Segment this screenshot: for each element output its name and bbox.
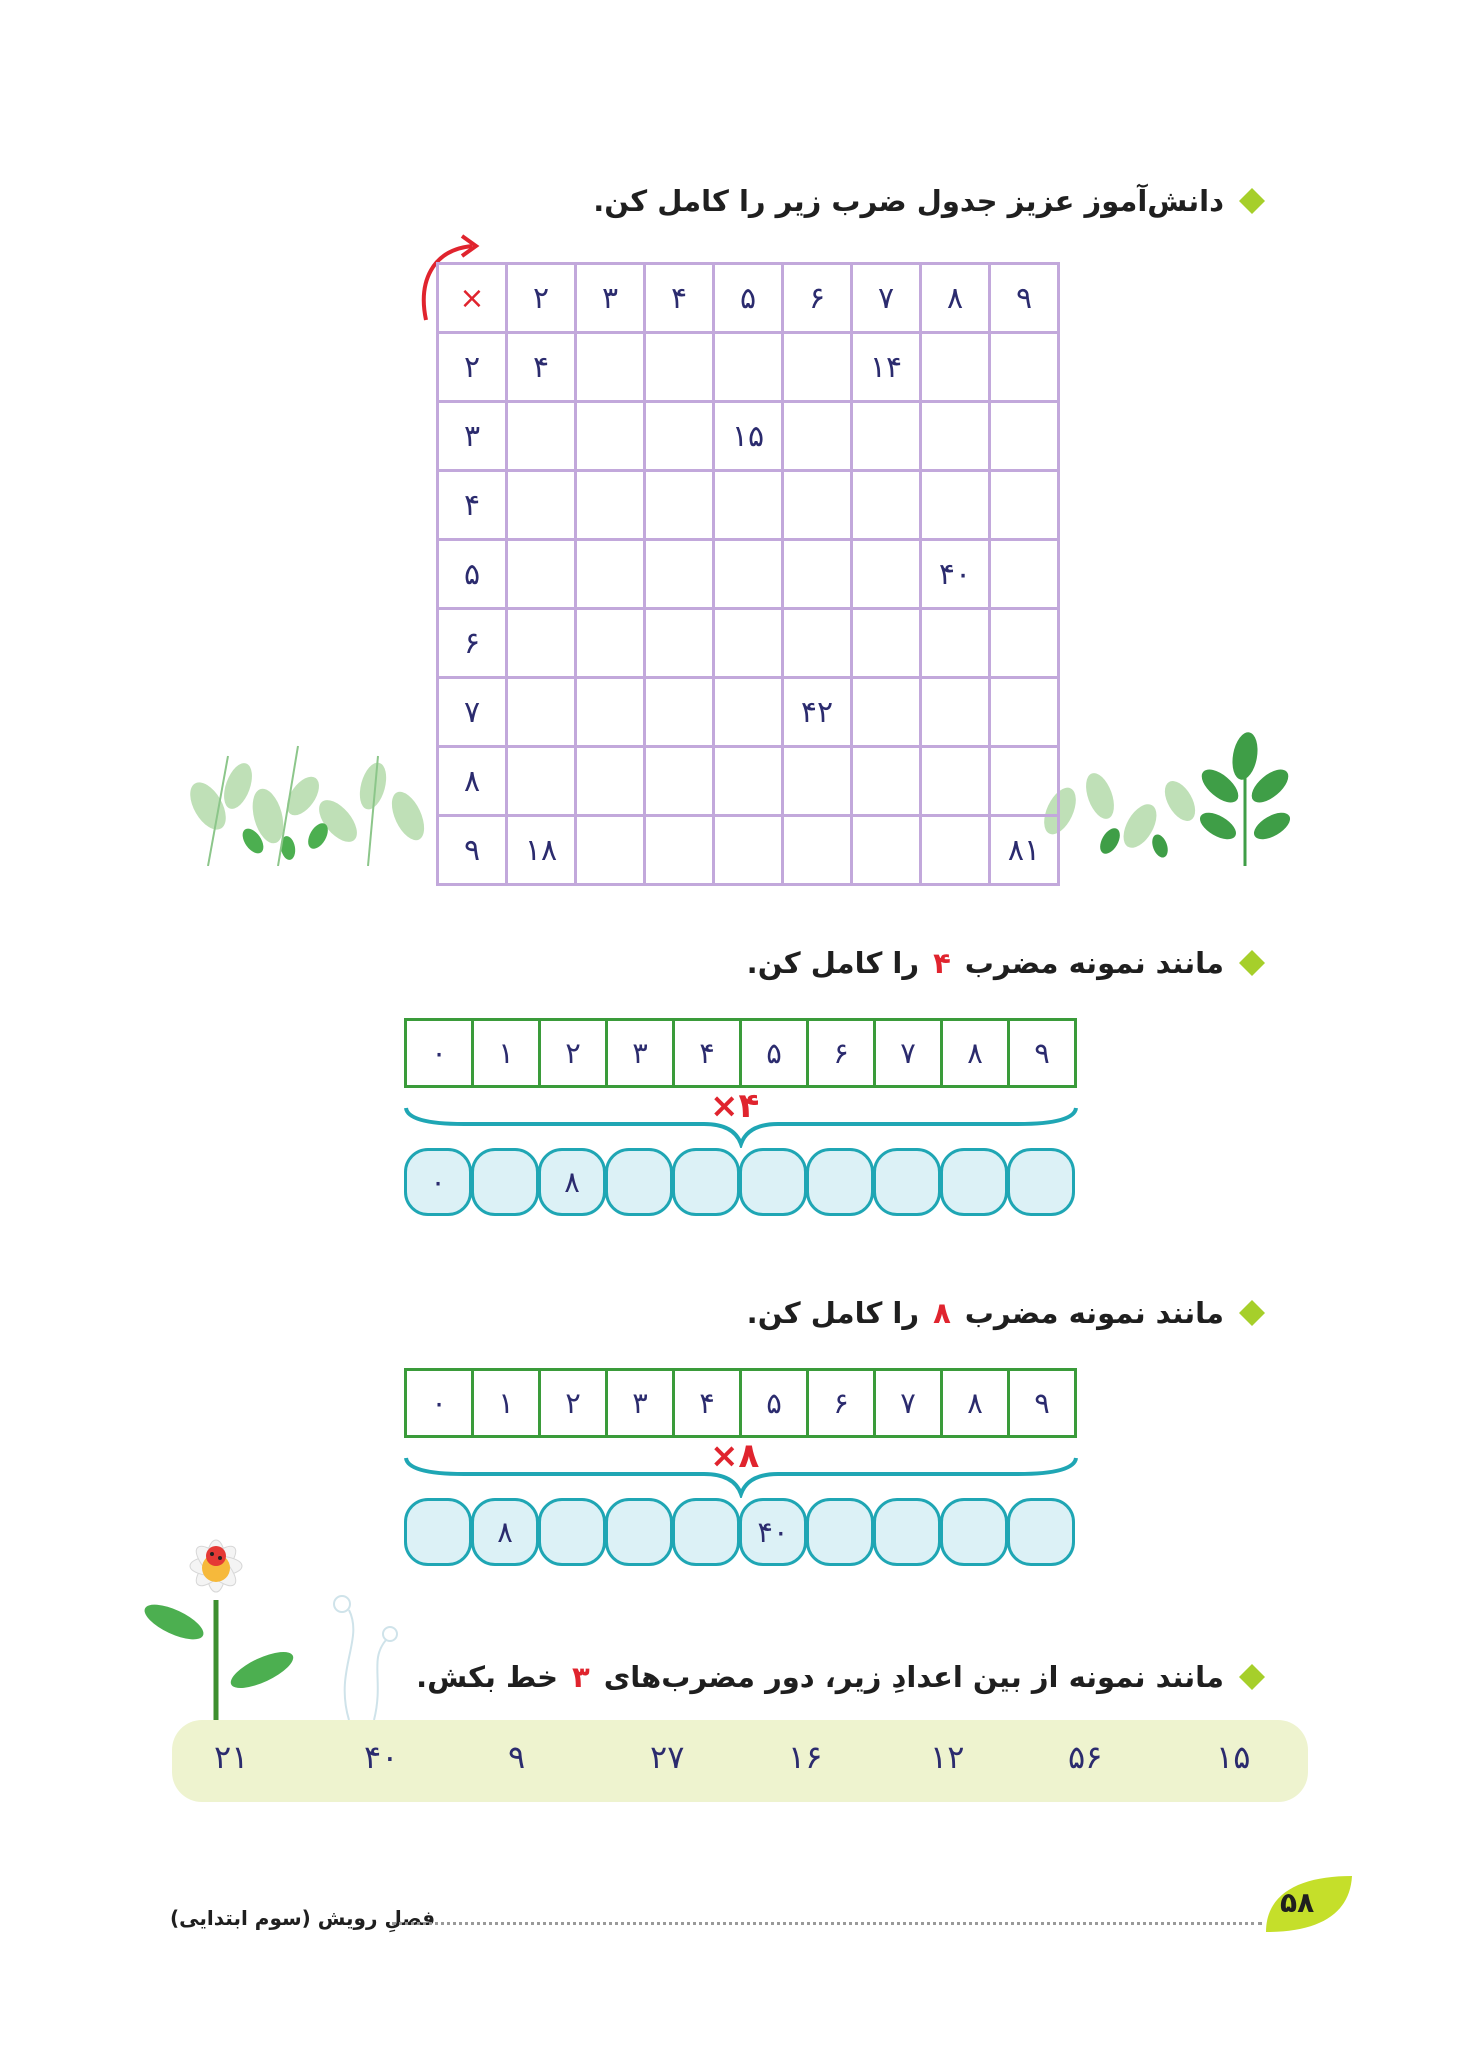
table-cell[interactable] [507,747,576,816]
diamond-bullet-icon [1238,1663,1266,1691]
input-strip [404,1368,1077,1438]
table-cell[interactable] [990,609,1059,678]
table-cell[interactable]: ۸۱ [990,816,1059,885]
input-cell: ۴ [672,1021,739,1085]
exercise2-instruction: مانند نمونه مضرب ۴ را کامل کن. [747,946,1266,980]
table-cell[interactable] [852,747,921,816]
table-cell[interactable] [714,609,783,678]
table-cell[interactable] [645,609,714,678]
row-label: ۵ [438,540,507,609]
input-cell: ۳ [605,1371,672,1435]
table-cell[interactable]: ۱۵ [714,402,783,471]
number-bar [172,1720,1308,1802]
table-cell[interactable] [990,471,1059,540]
table-cell[interactable] [852,471,921,540]
input-cell: ۱ [471,1371,538,1435]
answer-oval[interactable] [940,1498,1008,1566]
header-cell: ۹ [990,264,1059,333]
number-item[interactable]: ۲۷ [650,1738,685,1776]
table-cell[interactable] [576,471,645,540]
table-cell[interactable] [645,816,714,885]
answer-oval[interactable] [605,1498,673,1566]
table-cell[interactable] [783,816,852,885]
table-cell[interactable] [852,609,921,678]
table-cell[interactable] [576,816,645,885]
table-cell[interactable] [714,747,783,816]
input-cell: ۴ [672,1371,739,1435]
input-cell: ۰ [431,1036,447,1070]
table-cell[interactable] [990,747,1059,816]
number-item[interactable]: ۲۱ [214,1738,249,1776]
number-item[interactable]: ۵۶ [1068,1738,1103,1776]
table-cell[interactable] [576,678,645,747]
input-cell: ۳ [605,1021,672,1085]
number-item[interactable]: ۹ [508,1738,526,1776]
exercise1-instruction: دانش‌آموز عزیز جدول ضرب زیر را کامل کن. [593,184,1266,218]
table-cell[interactable]: ۴۰ [921,540,990,609]
highlight-number: ۳ [571,1660,590,1694]
input-cell: ۸ [940,1021,1007,1085]
table-cell[interactable] [921,333,990,402]
answer-oval[interactable] [1007,1498,1075,1566]
input-cell: ۹ [1007,1021,1074,1085]
table-cell[interactable] [921,402,990,471]
answer-oval[interactable] [806,1498,874,1566]
row-label: ۴ [438,471,507,540]
answer-oval[interactable] [672,1148,740,1216]
input-cell: ۹ [1007,1371,1074,1435]
table-cell[interactable] [645,540,714,609]
table-cell[interactable] [714,540,783,609]
row-label: ۹ [438,816,507,885]
header-cell: ۶ [783,264,852,333]
answer-ovals [404,1498,1074,1566]
table-cell[interactable] [645,747,714,816]
table-cell[interactable] [507,678,576,747]
table-cell[interactable] [507,402,576,471]
input-cell: ۸ [940,1371,1007,1435]
input-cell: ۵ [739,1021,806,1085]
table-cell[interactable] [576,402,645,471]
answer-oval[interactable] [471,1148,539,1216]
table-cell[interactable] [507,471,576,540]
table-row [438,402,1059,471]
table-cell[interactable] [852,816,921,885]
input-cell: ۵ [739,1371,806,1435]
table-row [438,540,1059,609]
input-cell: ۲ [538,1371,605,1435]
row-label: ۲ [438,333,507,402]
operator-cell: × [438,264,507,333]
input-cell: ۷ [873,1021,940,1085]
answer-oval[interactable] [873,1148,941,1216]
table-cell[interactable] [990,678,1059,747]
table-cell[interactable] [576,609,645,678]
table-cell[interactable] [507,609,576,678]
chapter-title: فصلِ رویش (سوم ابتدایی) [170,1906,436,1930]
header-cell: ۷ [852,264,921,333]
input-cell: ۱ [471,1021,538,1085]
table-row [438,333,1059,402]
row-label: ۸ [438,747,507,816]
table-cell[interactable] [783,402,852,471]
exercise3-instruction: مانند نمونه مضرب ۸ را کامل کن. [747,1296,1266,1330]
table-cell[interactable] [990,540,1059,609]
answer-oval[interactable] [404,1498,472,1566]
header-cell: ۲ [507,264,576,333]
highlight-number: ۸ [933,1296,951,1330]
input-cell: ۷ [873,1371,940,1435]
table-header-row [438,264,1059,333]
leaves-right-decoration [1040,716,1310,866]
table-cell[interactable] [852,402,921,471]
answer-oval[interactable]: ۸ [538,1148,606,1216]
input-cell: ۶ [806,1021,873,1085]
table-cell[interactable] [576,333,645,402]
table-cell[interactable] [714,678,783,747]
table-cell[interactable] [645,678,714,747]
number-item[interactable]: ۴۰ [364,1738,399,1776]
flower-ladybug-illustration [134,1520,404,1720]
footer-dotted-line [392,1922,1262,1925]
page-number: ۵۸ [1280,1886,1315,1919]
leaves-left-decoration [168,716,438,866]
multiplier-label: ×۸ [710,1436,760,1476]
table-row [438,471,1059,540]
answer-oval[interactable] [940,1148,1008,1216]
input-cell: ۲ [538,1021,605,1085]
table-cell[interactable]: ۱۸ [507,816,576,885]
answer-oval[interactable]: ۸ [471,1498,539,1566]
answer-oval[interactable]: ۴۰ [739,1498,807,1566]
answer-ovals [404,1148,1074,1216]
highlight-number: ۴ [933,946,951,980]
table-cell[interactable] [990,402,1059,471]
multiplier-label: ×۴ [710,1086,760,1126]
header-cell: ۸ [921,264,990,333]
table-cell[interactable] [645,402,714,471]
table-cell[interactable]: ۴۲ [783,678,852,747]
number-item[interactable]: ۱۵ [1216,1738,1251,1776]
input-strip [404,1018,1077,1088]
table-cell[interactable] [990,333,1059,402]
multiplication-table [436,262,1060,886]
answer-oval[interactable] [672,1498,740,1566]
table-cell[interactable] [507,540,576,609]
answer-oval[interactable]: ۰ [404,1148,472,1216]
header-cell: ۴ [645,264,714,333]
input-cell: ۶ [806,1371,873,1435]
input-cell: ۰ [431,1386,447,1420]
table-row [438,609,1059,678]
table-cell[interactable] [921,471,990,540]
table-cell[interactable] [576,540,645,609]
diamond-bullet-icon [1238,187,1266,215]
number-item[interactable]: ۱۶ [788,1738,823,1776]
table-cell[interactable] [576,747,645,816]
table-cell[interactable] [714,333,783,402]
exercise4-instruction: مانند نمونه از بین اعدادِ زیر، دور مضرب‌های ۳ خط بکش. [416,1660,1266,1694]
table-cell[interactable] [921,747,990,816]
answer-oval[interactable] [739,1148,807,1216]
answer-oval[interactable] [1007,1148,1075,1216]
header-cell: ۳ [576,264,645,333]
table-row [438,678,1059,747]
answer-oval[interactable] [873,1498,941,1566]
table-cell[interactable] [714,471,783,540]
header-cell: ۵ [714,264,783,333]
table-cell[interactable] [783,471,852,540]
diamond-bullet-icon [1238,1299,1266,1327]
answer-oval[interactable] [605,1148,673,1216]
table-row [438,747,1059,816]
answer-oval[interactable] [806,1148,874,1216]
number-item[interactable]: ۱۲ [930,1738,965,1776]
table-cell[interactable] [783,747,852,816]
table-cell[interactable] [783,333,852,402]
row-label: ۷ [438,678,507,747]
table-cell[interactable]: ۴ [507,333,576,402]
table-cell[interactable] [645,471,714,540]
table-row [438,816,1059,885]
table-cell[interactable] [921,816,990,885]
table-cell[interactable] [852,540,921,609]
table-cell[interactable] [783,609,852,678]
table-cell[interactable]: ۱۴ [852,333,921,402]
answer-oval[interactable] [538,1498,606,1566]
table-cell[interactable] [783,540,852,609]
table-cell[interactable] [921,609,990,678]
table-cell[interactable] [714,816,783,885]
row-label: ۶ [438,609,507,678]
table-cell[interactable] [645,333,714,402]
row-label: ۳ [438,402,507,471]
table-cell[interactable] [921,678,990,747]
diamond-bullet-icon [1238,949,1266,977]
table-cell[interactable] [852,678,921,747]
